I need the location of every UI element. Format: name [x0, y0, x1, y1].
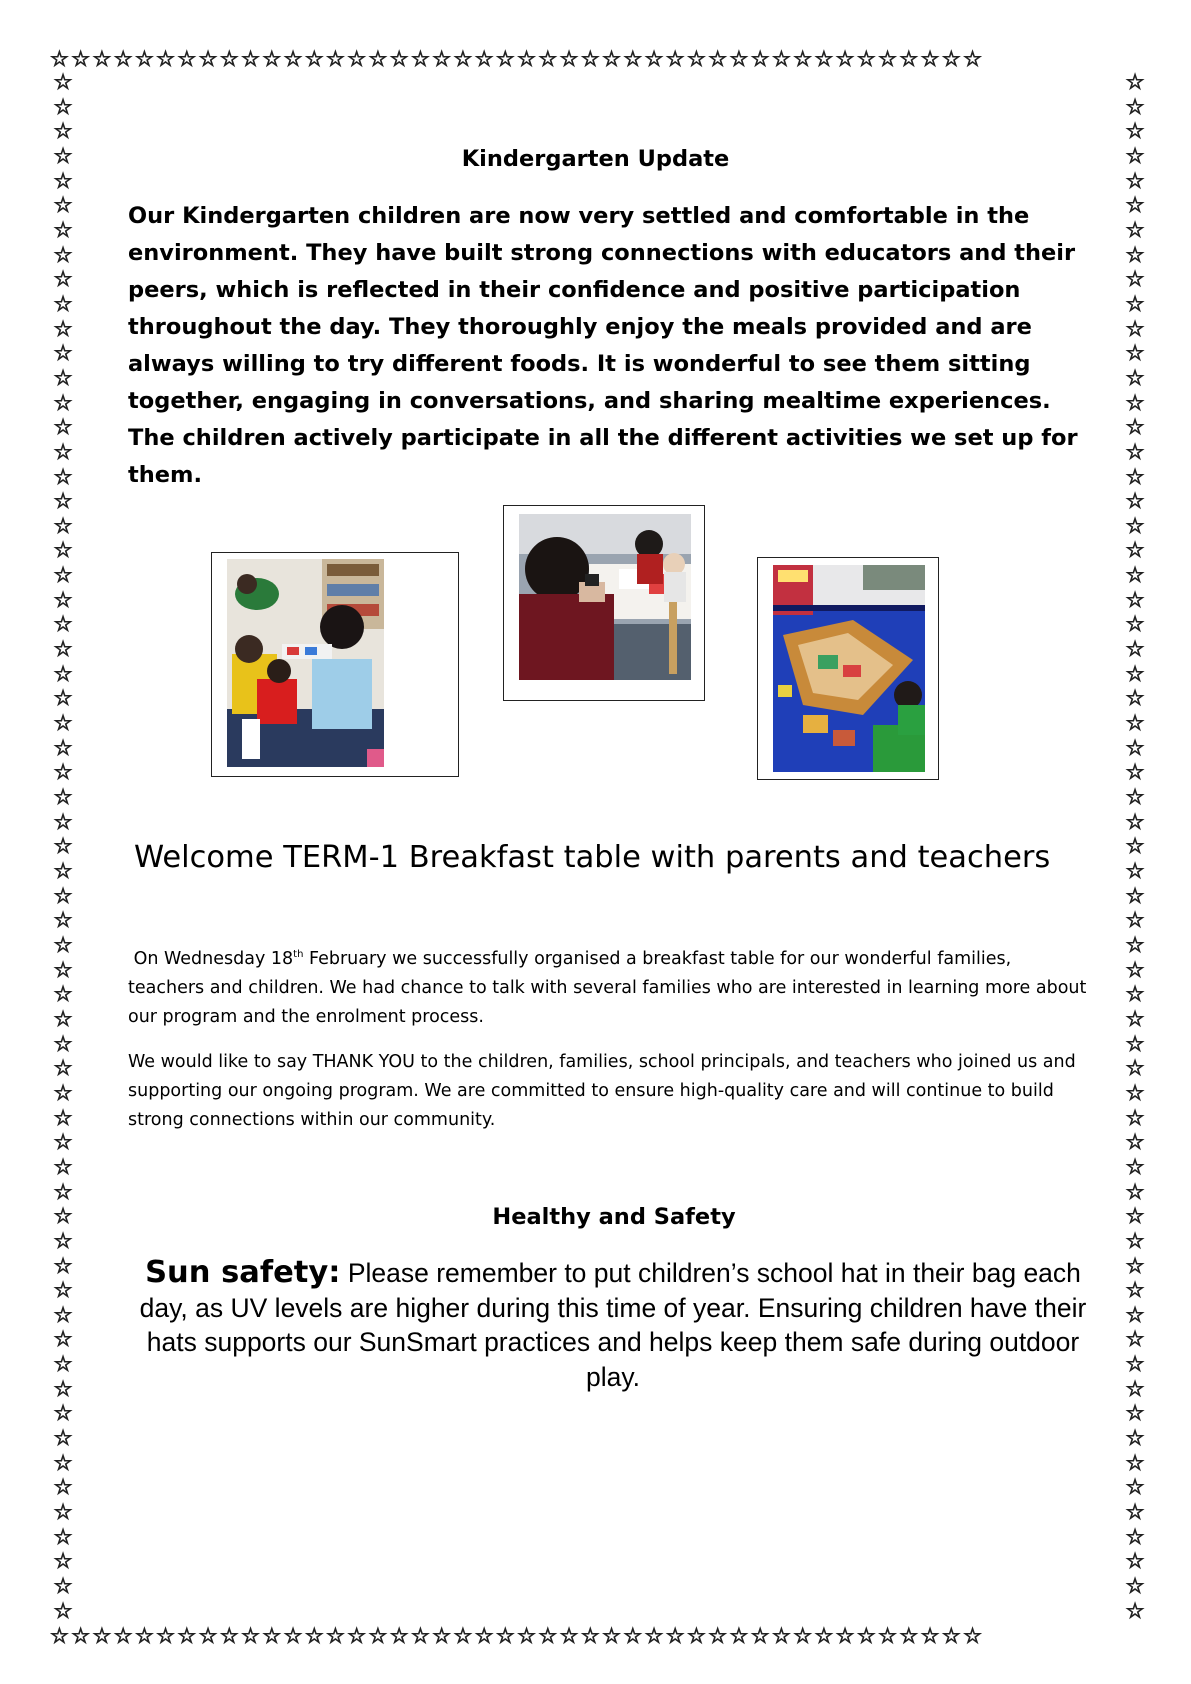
- star-icon: ☆: [53, 1475, 73, 1500]
- star-icon: ☆: [1125, 1426, 1145, 1451]
- star-icon: ☆: [963, 1624, 985, 1648]
- star-icon: ☆: [53, 168, 73, 193]
- star-icon: ☆: [432, 1624, 454, 1648]
- star-icon: ☆: [410, 47, 433, 71]
- star-icon: ☆: [1125, 785, 1145, 810]
- star-icon: ☆: [1125, 464, 1145, 489]
- star-icon: ☆: [1125, 1549, 1145, 1574]
- star-icon: ☆: [53, 1500, 73, 1525]
- star-icon: ☆: [53, 982, 73, 1007]
- star-icon: ☆: [53, 686, 73, 711]
- star-icon: ☆: [53, 439, 73, 464]
- star-icon: ☆: [262, 47, 284, 71]
- star-icon: ☆: [1125, 538, 1145, 563]
- star-icon: ☆: [1125, 1228, 1145, 1253]
- star-icon: ☆: [53, 217, 73, 242]
- star-icon: ☆: [53, 489, 73, 514]
- star-icon: ☆: [474, 47, 496, 71]
- star-icon: ☆: [687, 1624, 709, 1648]
- star-icon: ☆: [53, 809, 73, 834]
- star-icon: ☆: [53, 316, 73, 341]
- star-icon: ☆: [538, 1624, 560, 1648]
- star-icon: ☆: [1125, 1253, 1145, 1278]
- star-icon: ☆: [1125, 1450, 1145, 1475]
- star-icon: ☆: [623, 1624, 645, 1648]
- star-icon: ☆: [92, 1624, 114, 1648]
- star-icon: ☆: [1125, 415, 1145, 440]
- star-icon: ☆: [53, 957, 73, 982]
- star-icon: ☆: [495, 47, 518, 71]
- sun-safety-paragraph: [128, 1256, 1098, 1394]
- star-icon: ☆: [771, 47, 794, 71]
- star-icon: ☆: [1125, 1524, 1145, 1549]
- star-icon: ☆: [559, 1624, 581, 1648]
- star-icon: ☆: [347, 1624, 369, 1648]
- star-icon: ☆: [580, 47, 603, 71]
- star-icon: ☆: [53, 415, 73, 440]
- star-icon: ☆: [1125, 217, 1145, 242]
- star-border-top: [50, 46, 1141, 72]
- star-icon: ☆: [1125, 1006, 1145, 1031]
- star-icon: ☆: [1125, 1080, 1145, 1105]
- star-icon: ☆: [1125, 957, 1145, 982]
- star-icon: ☆: [856, 47, 879, 71]
- star-icon: ☆: [1125, 513, 1145, 538]
- star-icon: ☆: [368, 47, 390, 71]
- star-icon: ☆: [453, 47, 475, 71]
- star-icon: ☆: [53, 1204, 73, 1229]
- star-icon: ☆: [368, 1624, 390, 1648]
- star-icon: ☆: [1125, 982, 1145, 1007]
- star-icon: ☆: [941, 47, 964, 71]
- star-icon: ☆: [1125, 365, 1145, 390]
- photo-frame-table-activity: [503, 505, 705, 701]
- star-icon: ☆: [53, 1574, 73, 1599]
- ordinal-suffix: th: [293, 949, 304, 961]
- star-icon: ☆: [1125, 760, 1145, 785]
- star-icon: ☆: [53, 538, 73, 563]
- star-icon: ☆: [262, 1624, 284, 1648]
- star-icon: ☆: [1125, 1204, 1145, 1229]
- star-icon: ☆: [835, 1624, 857, 1648]
- star-icon: ☆: [53, 1352, 73, 1377]
- breakfast-heading: Welcome TERM-1 Breakfast table with parents and teachers: [134, 840, 1051, 875]
- star-icon: ☆: [1125, 735, 1145, 760]
- star-icon: ☆: [53, 587, 73, 612]
- star-icon: ☆: [1125, 1031, 1145, 1056]
- star-icon: ☆: [920, 1624, 942, 1648]
- star-icon: ☆: [219, 1624, 242, 1648]
- star-icon: ☆: [1125, 242, 1145, 267]
- star-icon: ☆: [538, 47, 560, 71]
- star-icon: ☆: [53, 1376, 73, 1401]
- star-icon: ☆: [1125, 94, 1145, 119]
- star-border-bottom: [50, 1623, 1141, 1649]
- star-icon: ☆: [1125, 1105, 1145, 1130]
- star-icon: ☆: [304, 1624, 327, 1648]
- star-icon: ☆: [1125, 1302, 1145, 1327]
- star-icon: ☆: [241, 47, 263, 71]
- star-icon: ☆: [134, 1624, 157, 1648]
- star-icon: ☆: [729, 1624, 751, 1648]
- star-icon: ☆: [113, 47, 135, 71]
- star-icon: ☆: [50, 1624, 72, 1648]
- star-icon: ☆: [1125, 193, 1145, 218]
- star-icon: ☆: [899, 1624, 921, 1648]
- photo-floor-activity-image: [227, 559, 384, 767]
- star-icon: ☆: [156, 1624, 178, 1648]
- star-icon: ☆: [687, 47, 709, 71]
- star-icon: ☆: [53, 785, 73, 810]
- star-icon: ☆: [53, 760, 73, 785]
- star-icon: ☆: [283, 1624, 305, 1648]
- star-icon: ☆: [53, 1302, 73, 1327]
- star-icon: ☆: [53, 859, 73, 883]
- star-icon: ☆: [53, 1080, 73, 1105]
- star-icon: ☆: [53, 612, 73, 637]
- breakfast-paragraph-start: On Wednesday 18: [133, 949, 294, 969]
- star-icon: ☆: [1125, 1574, 1145, 1599]
- sun-safety-label: Sun safety:: [145, 1255, 341, 1290]
- star-icon: ☆: [53, 70, 73, 94]
- star-icon: ☆: [53, 390, 73, 415]
- star-icon: ☆: [53, 1228, 73, 1253]
- star-icon: ☆: [53, 1031, 73, 1056]
- star-icon: ☆: [750, 1624, 772, 1648]
- star-icon: ☆: [1125, 1179, 1145, 1204]
- star-icon: ☆: [1125, 1598, 1145, 1623]
- kindergarten-heading: Kindergarten Update: [461, 146, 730, 172]
- star-icon: ☆: [771, 1624, 794, 1648]
- star-icon: ☆: [1125, 834, 1145, 859]
- star-icon: ☆: [53, 1179, 73, 1204]
- star-icon: ☆: [53, 1401, 73, 1426]
- star-icon: ☆: [283, 47, 305, 71]
- star-icon: ☆: [432, 47, 454, 71]
- star-icon: ☆: [1125, 1056, 1145, 1081]
- breakfast-paragraph: [128, 945, 1088, 1032]
- star-icon: ☆: [198, 47, 220, 71]
- star-icon: ☆: [793, 1624, 815, 1648]
- star-icon: ☆: [1125, 1327, 1145, 1352]
- photo-frame-puzzle-activity: [757, 557, 939, 780]
- star-icon: ☆: [53, 513, 73, 538]
- star-icon: ☆: [814, 1624, 836, 1648]
- star-icon: ☆: [644, 1624, 666, 1648]
- star-icon: ☆: [304, 47, 327, 71]
- star-icon: ☆: [878, 47, 900, 71]
- star-icon: ☆: [665, 1624, 688, 1648]
- star-icon: ☆: [793, 47, 815, 71]
- star-icon: ☆: [241, 1624, 263, 1648]
- star-icon: ☆: [1125, 1278, 1145, 1303]
- star-icon: ☆: [708, 1624, 730, 1648]
- photo-frame-floor-activity: [211, 552, 459, 777]
- star-icon: ☆: [53, 1549, 73, 1574]
- star-icon: ☆: [53, 1253, 73, 1278]
- star-icon: ☆: [53, 908, 73, 933]
- star-icon: ☆: [580, 1624, 603, 1648]
- star-icon: ☆: [1125, 711, 1145, 736]
- star-icon: ☆: [53, 834, 73, 859]
- star-icon: ☆: [1125, 637, 1145, 662]
- star-icon: ☆: [53, 1426, 73, 1451]
- star-icon: ☆: [1125, 390, 1145, 415]
- star-icon: ☆: [665, 47, 688, 71]
- star-icon: ☆: [1125, 1376, 1145, 1401]
- star-icon: ☆: [1125, 661, 1145, 686]
- star-icon: ☆: [623, 47, 645, 71]
- photo-puzzle-activity-image: [773, 565, 925, 772]
- star-icon: ☆: [113, 1624, 135, 1648]
- star-icon: ☆: [53, 1006, 73, 1031]
- star-icon: ☆: [517, 1624, 539, 1648]
- star-icon: ☆: [53, 94, 73, 119]
- star-icon: ☆: [53, 637, 73, 662]
- star-icon: ☆: [53, 932, 73, 957]
- star-icon: ☆: [53, 563, 73, 588]
- star-icon: ☆: [53, 1278, 73, 1303]
- star-icon: ☆: [1125, 267, 1145, 292]
- star-icon: ☆: [602, 1624, 624, 1648]
- breakfast-paragraph-rest: February we successfully organised a breakfast table for our wonderful families, teachers and children. We had chance to talk with several families who are interested in learning more about our program and the enrolment process.: [128, 949, 1087, 1027]
- star-border-right: [1122, 70, 1148, 1624]
- star-icon: ☆: [71, 1624, 93, 1648]
- star-icon: ☆: [1125, 932, 1145, 957]
- star-icon: ☆: [53, 291, 73, 316]
- health-safety-heading: Healthy and Safety: [492, 1204, 736, 1230]
- sun-safety-text: Please remember to put children’s school hat in their bag each day, as UV levels are higher during this time of year. Ensuring children have their hats supports our SunSmart practices and helps keep them safe during outdoor play.: [139, 1258, 1087, 1392]
- star-icon: ☆: [219, 47, 242, 71]
- star-icon: ☆: [750, 47, 772, 71]
- star-icon: ☆: [559, 47, 581, 71]
- star-icon: ☆: [835, 47, 857, 71]
- star-icon: ☆: [941, 1624, 964, 1648]
- star-icon: ☆: [53, 365, 73, 390]
- star-icon: ☆: [1125, 168, 1145, 193]
- star-icon: ☆: [1125, 316, 1145, 341]
- star-icon: ☆: [347, 47, 369, 71]
- star-icon: ☆: [53, 711, 73, 736]
- star-icon: ☆: [1125, 439, 1145, 464]
- photo-table-activity-image: [519, 514, 691, 680]
- star-icon: ☆: [71, 47, 93, 71]
- star-icon: ☆: [708, 47, 730, 71]
- star-icon: ☆: [1125, 686, 1145, 711]
- star-icon: ☆: [53, 193, 73, 218]
- star-icon: ☆: [517, 47, 539, 71]
- star-icon: ☆: [1125, 341, 1145, 366]
- star-icon: ☆: [856, 1624, 879, 1648]
- star-icon: ☆: [177, 1624, 199, 1648]
- star-icon: ☆: [53, 661, 73, 686]
- star-icon: ☆: [389, 1624, 411, 1648]
- star-icon: ☆: [474, 1624, 496, 1648]
- thank-you-paragraph: We would like to say THANK YOU to the children, families, school principals, and teachers who joined us and supporting our ongoing program. We are committed to ensure high-quality care and will continue to build strong connections within our community.: [128, 1052, 1076, 1130]
- star-icon: ☆: [53, 735, 73, 760]
- star-icon: ☆: [1125, 587, 1145, 612]
- star-icon: ☆: [1125, 291, 1145, 316]
- star-icon: ☆: [326, 1624, 348, 1648]
- star-icon: ☆: [53, 1524, 73, 1549]
- star-icon: ☆: [53, 242, 73, 267]
- star-icon: ☆: [389, 47, 411, 71]
- star-icon: ☆: [1125, 143, 1145, 168]
- star-icon: ☆: [1125, 1401, 1145, 1426]
- star-icon: ☆: [1125, 612, 1145, 637]
- star-icon: ☆: [53, 341, 73, 366]
- star-icon: ☆: [1125, 809, 1145, 834]
- star-icon: ☆: [53, 464, 73, 489]
- star-icon: ☆: [644, 47, 666, 71]
- star-icon: ☆: [1125, 883, 1145, 908]
- star-icon: ☆: [920, 47, 942, 71]
- star-icon: ☆: [878, 1624, 900, 1648]
- star-icon: ☆: [899, 47, 921, 71]
- kindergarten-paragraph: Our Kindergarten children are now very settled and comfortable in the environment. They have built strong connections with educators and their peers, which is reflected in their confidence and positive participation throughout the day. They thoroughly enjoy the meals provided and are always willing to try different foods. It is wonderful to see them sitting together, engaging in conversations, and sharing mealtime experiences. The children actively participate in all the different activities we set up for them.: [128, 203, 1078, 488]
- star-icon: ☆: [814, 47, 836, 71]
- star-icon: ☆: [53, 1598, 73, 1623]
- star-icon: ☆: [53, 1154, 73, 1179]
- star-icon: ☆: [963, 47, 985, 71]
- star-icon: ☆: [53, 119, 73, 144]
- star-icon: ☆: [1125, 908, 1145, 933]
- star-icon: ☆: [495, 1624, 518, 1648]
- star-icon: ☆: [53, 883, 73, 908]
- star-icon: ☆: [53, 1056, 73, 1081]
- star-border-left: [50, 70, 76, 1624]
- star-icon: ☆: [53, 1450, 73, 1475]
- star-icon: ☆: [53, 1327, 73, 1352]
- star-icon: ☆: [1125, 859, 1145, 883]
- star-icon: ☆: [729, 47, 751, 71]
- star-icon: ☆: [53, 1105, 73, 1130]
- star-icon: ☆: [1125, 1500, 1145, 1525]
- star-icon: ☆: [156, 47, 178, 71]
- star-icon: ☆: [177, 47, 199, 71]
- star-icon: ☆: [198, 1624, 220, 1648]
- star-icon: ☆: [53, 1130, 73, 1155]
- star-icon: ☆: [453, 1624, 475, 1648]
- star-icon: ☆: [1125, 1352, 1145, 1377]
- star-icon: ☆: [1125, 70, 1145, 94]
- star-icon: ☆: [1125, 1154, 1145, 1179]
- star-icon: ☆: [1125, 1130, 1145, 1155]
- star-icon: ☆: [326, 47, 348, 71]
- star-icon: ☆: [410, 1624, 433, 1648]
- star-icon: ☆: [1125, 1475, 1145, 1500]
- star-icon: ☆: [53, 143, 73, 168]
- star-icon: ☆: [134, 47, 157, 71]
- star-icon: ☆: [50, 47, 72, 71]
- star-icon: ☆: [1125, 119, 1145, 144]
- star-icon: ☆: [1125, 489, 1145, 514]
- star-icon: ☆: [602, 47, 624, 71]
- star-icon: ☆: [53, 267, 73, 292]
- star-icon: ☆: [92, 47, 114, 71]
- star-icon: ☆: [1125, 563, 1145, 588]
